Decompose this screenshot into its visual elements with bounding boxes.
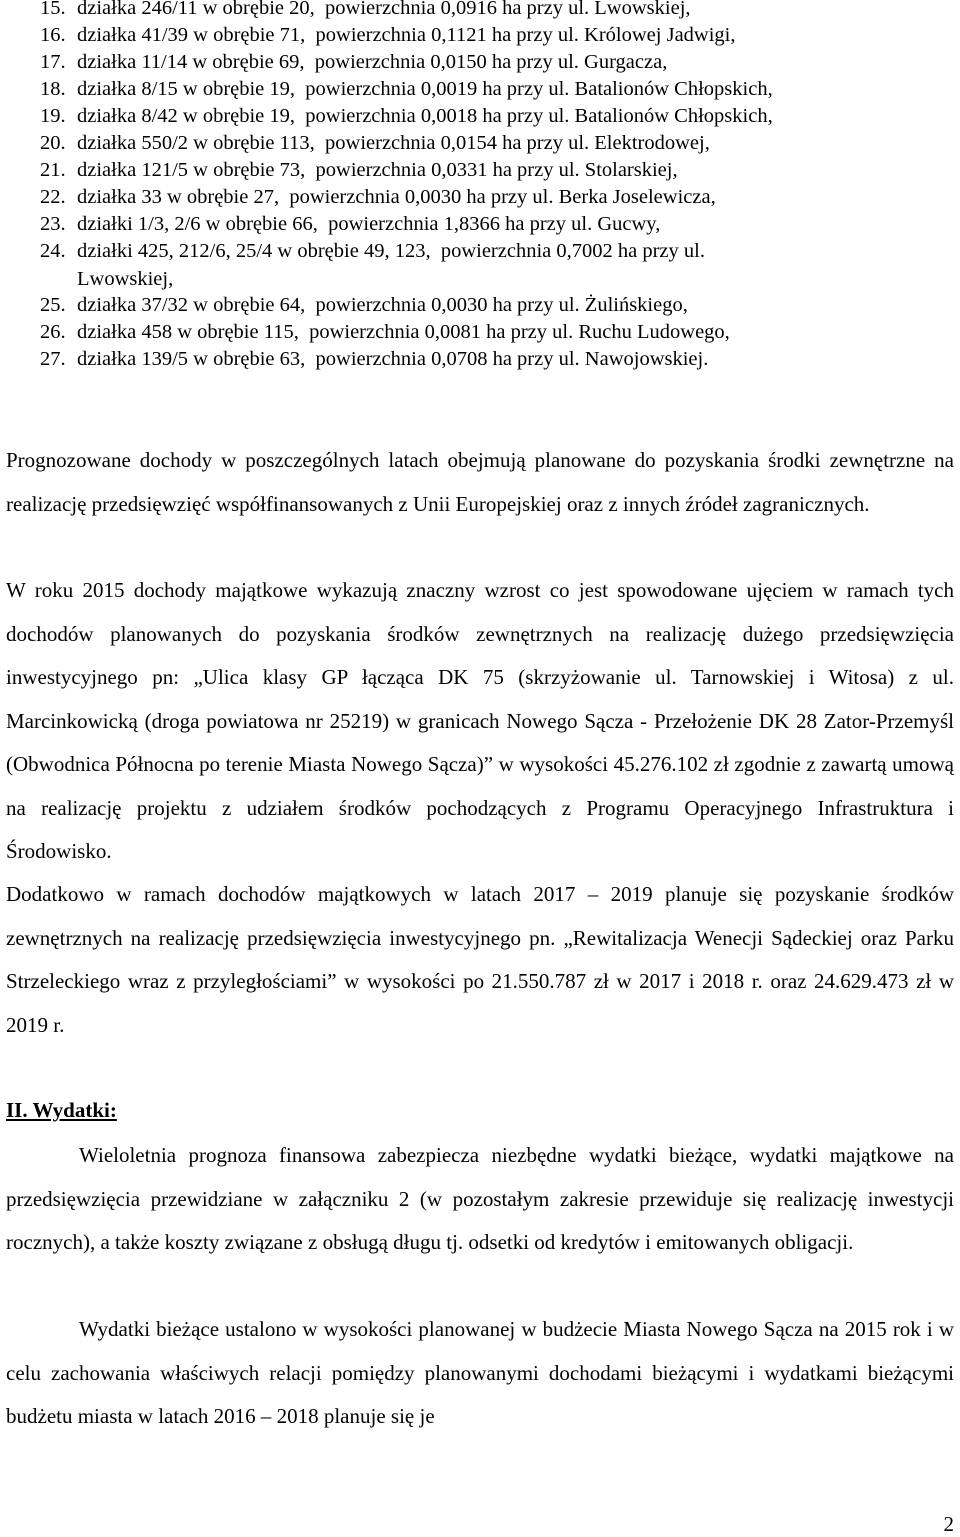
- list-item-number: 23.: [40, 213, 66, 235]
- list-item-text: działka 8/42 w obrębie 19, powierzchnia 0,0018 ha przy ul. Batalionów Chłopskich,: [77, 105, 773, 127]
- list-item-text: działka 37/32 w obrębie 64, powierzchnia 0,0030 ha przy ul. Żulińskiego,: [77, 294, 688, 316]
- list-item-text: działka 8/15 w obrębie 19, powierzchnia 0,0019 ha przy ul. Batalionów Chłopskich,: [77, 78, 773, 100]
- list-item-number: 27.: [40, 348, 66, 370]
- list-item-number: 15.: [40, 0, 66, 19]
- list-item-text: działka 11/14 w obrębie 69, powierzchnia 0,0150 ha przy ul. Gurgacza,: [77, 51, 668, 73]
- list-item-number: 19.: [40, 105, 66, 127]
- list-item-text: działka 33 w obrębie 27, powierzchnia 0,0030 ha przy ul. Berka Joselewicza,: [77, 186, 716, 208]
- list-item-text: działka 139/5 w obrębie 63, powierzchnia 0,0708 ha przy ul. Nawojowskiej.: [77, 348, 709, 370]
- list-item-number: 18.: [40, 78, 66, 100]
- list-item-text: działka 246/11 w obrębie 20, powierzchnia 0,0916 ha przy ul. Lwowskiej,: [77, 0, 691, 19]
- expenses-paragraph-1: Wieloletnia prognoza finansowa zabezpiecza niezbędne wydatki bieżące, wydatki majątkowe na przedsięwzięcia przewidziane w załączniku 2 (w pozostałym zakresie przewiduje się realizację inwestycji rocznych), a także koszty związane z obsługą długu tj. odsetki od kredytów i emitowanych obligacji.: [6, 1143, 954, 1254]
- list-item-number: 24.: [40, 240, 66, 262]
- list-item-text: działki 1/3, 2/6 w obrębie 66, powierzchnia 1,8366 ha przy ul. Gucwy,: [77, 213, 661, 235]
- list-item-number: 21.: [40, 159, 66, 181]
- income-forecast-paragraph: Prognozowane dochody w poszczególnych latach obejmują planowane do pozyskania środki zewnętrzne na realizację przedsięwzięć współfinansowanych z Unii Europejskiej oraz z innych źródeł zagranicznych.: [6, 448, 954, 516]
- capital-income-2015-paragraph: W roku 2015 dochody majątkowe wykazują znaczny wzrost co jest spowodowane ujęciem w ramach tych dochodów planowanych do pozyskania środków zewnętrznych na realizację dużego przedsięwzięcia inwestycyjnego pn: „Ulica klasy GP łącząca DK 75 (skrzyżowanie ul. Tarnowskiej i Witosa) z ul. Marcinkowicką (droga powiatowa nr 25219) w granicach Nowego Sącza - Przełożenie DK 28 Zator-Przemyśl (Obwodnica Północna po terenie Miasta Nowego Sącza)” w wysokości 45.276.102 zł zgodnie z zawartą umową na realizację projektu z udziałem środków pochodzących z Programu Operacyjnego Infrastruktura i Środowisko.: [6, 578, 954, 863]
- list-item-text: działka 550/2 w obrębie 113, powierzchnia 0,0154 ha przy ul. Elektrodowej,: [77, 132, 710, 154]
- list-item-number: 26.: [40, 321, 66, 343]
- list-item-text: działka 458 w obrębie 115, powierzchnia 0,0081 ha przy ul. Ruchu Ludowego,: [77, 321, 730, 343]
- list-item-text-continuation: Lwowskiej,: [77, 268, 174, 290]
- page-number: 2: [943, 1512, 954, 1536]
- capital-income-2017-2019-paragraph: Dodatkowo w ramach dochodów majątkowych w latach 2017 – 2019 planuje się pozyskanie środków zewnętrznych na realizację przedsięwzięcia inwestycyjnego pn. „Rewitalizacja Wenecji Sądeckiej oraz Parku Strzeleckiego wraz z przyległościami” w wysokości po 21.550.787 zł w 2017 i 2018 r. oraz 24.629.473 zł w 2019 r.: [6, 882, 954, 1037]
- list-item-number: 20.: [40, 132, 66, 154]
- list-item-number: 25.: [40, 294, 66, 316]
- list-item-text: działka 121/5 w obrębie 73, powierzchnia 0,0331 ha przy ul. Stolarskiej,: [77, 159, 678, 181]
- expenses-paragraph-2: Wydatki bieżące ustalono w wysokości planowanej w budżecie Miasta Nowego Sącza na 2015 rok i w celu zachowania właściwych relacji pomiędzy planowanymi dochodami bieżącymi i wydatkami bieżącymi budżetu miasta w latach 2016 – 2018 planuje się je: [6, 1317, 954, 1428]
- list-item-number: 17.: [40, 51, 66, 73]
- section-heading-expenses: II. Wydatki:: [6, 1098, 117, 1122]
- list-item-text: działki 425, 212/6, 25/4 w obrębie 49, 123, powierzchnia 0,7002 ha przy ul.: [77, 240, 705, 262]
- list-item-number: 16.: [40, 24, 66, 46]
- list-item-number: 22.: [40, 186, 66, 208]
- list-item-text: działka 41/39 w obrębie 71, powierzchnia 0,1121 ha przy ul. Królowej Jadwigi,: [77, 24, 736, 46]
